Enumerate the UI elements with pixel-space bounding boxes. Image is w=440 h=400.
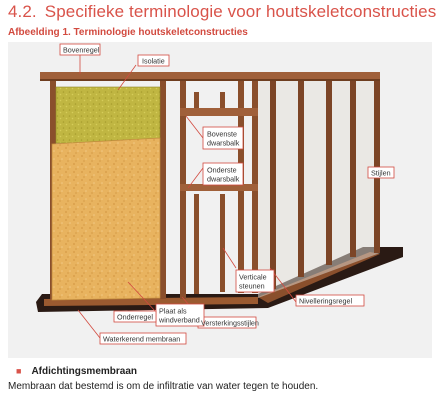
osb-panel <box>52 138 160 300</box>
label-bovenste-dwarsbalk-2: dwarsbalk <box>207 138 240 148</box>
insulation-panel <box>56 87 160 143</box>
label-waterkerend-membraan: Waterkerend membraan <box>103 334 181 344</box>
top-plate <box>40 72 380 79</box>
label-bovenste-dwarsbalk-1: Bovenste <box>207 129 237 139</box>
upper-header <box>180 108 258 116</box>
bullet-description: Membraan dat bestemd is om de infiltratie van water tegen te houden. <box>8 381 319 392</box>
label-onderste-dwarsbalk-2: dwarsbalk <box>207 174 240 184</box>
section-title <box>8 2 436 22</box>
bullet-heading <box>16 366 137 377</box>
label-bovenregel: Bovenregel <box>63 45 100 55</box>
label-verticale-steunen-1: Verticale <box>239 272 267 282</box>
timber-frame-illustration <box>8 42 432 358</box>
label-versterkingsstijlen: Versterkingsstijlen <box>201 318 259 328</box>
label-nivelleringsregel: Nivelleringsregel <box>299 296 353 306</box>
label-onderregel: Onderregel <box>117 312 153 322</box>
label-stijlen: Stijlen <box>371 168 391 178</box>
timber-frame-figure <box>8 42 432 358</box>
label-plaat-als-windverband-1: Plaat als <box>159 306 187 316</box>
label-verticale-steunen-2: steunen <box>239 281 265 291</box>
bullet-heading-text: Afdichtingsmembraan <box>31 366 138 377</box>
label-plaat-als-windverband-2: windverband <box>159 315 200 325</box>
section-number: 4.2. <box>8 2 37 21</box>
figure-caption: Afbeelding 1. Terminologie houtskeletconstructies <box>8 27 248 38</box>
section-title-text: Specifieke terminologie voor houtskeletconstructies <box>44 2 437 21</box>
bullet-icon: ■ <box>16 366 22 376</box>
label-onderste-dwarsbalk-1: Onderste <box>207 165 237 175</box>
label-isolatie: Isolatie <box>142 56 165 66</box>
